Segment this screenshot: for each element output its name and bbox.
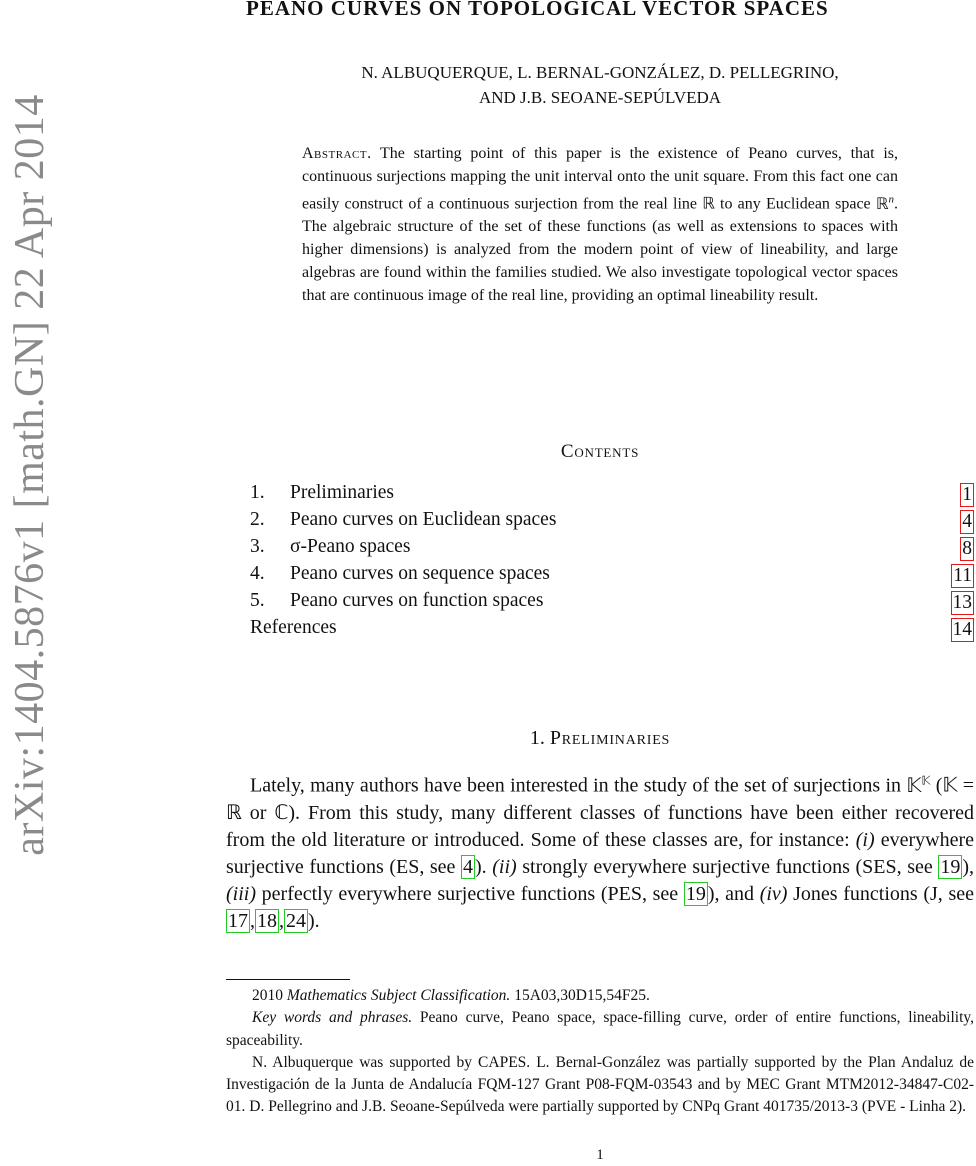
toc-entry-title[interactable]: σ-Peano spaces <box>290 536 411 557</box>
toc-entry[interactable] <box>250 536 974 563</box>
toc-entry[interactable] <box>250 509 974 536</box>
toc-entry[interactable] <box>250 482 974 509</box>
toc-page-link[interactable]: 8 <box>962 538 972 559</box>
toc-entry[interactable] <box>250 617 974 644</box>
citation-link[interactable]: 17 <box>228 909 248 932</box>
symbol-euclidean-space: ℝ$^n$ <box>875 193 895 213</box>
toc-entry[interactable] <box>250 563 974 590</box>
toc-entry-number: 5. <box>250 590 265 611</box>
author-line-1: N. ALBUQUERQUE, L. BERNAL-GONZÁLEZ, D. PELLEGRINO, <box>361 63 839 82</box>
toc-entry-number: 4. <box>250 563 265 584</box>
toc-entry-number: 1. <box>250 482 265 503</box>
table-of-contents <box>250 482 974 644</box>
toc-entry[interactable] <box>250 590 974 617</box>
section-number: 1. <box>529 727 545 749</box>
abstract-label: Abstract. <box>302 145 372 162</box>
toc-page-link[interactable]: 1 <box>962 484 972 505</box>
citation-link[interactable]: 19 <box>685 882 706 905</box>
section-heading <box>250 727 950 750</box>
footnote-keywords: Key words and phrases. Peano curve, Peano space, space-filling curve, order of entire functions, lineability, spaceability. <box>226 1009 974 1049</box>
symbol-function-space: 𝕂$^𝕂$ <box>906 773 931 797</box>
citation-link[interactable]: 18 <box>257 909 277 932</box>
toc-entry-title[interactable]: Peano curves on Euclidean spaces <box>290 509 557 530</box>
abstract-text-1: The starting point of this paper is the existence of Peano curves, that is, continuous surjections mapping the unit interval onto the unit square. From this fact one can easily construct of a continuous surjection from the real line <box>302 145 898 213</box>
citation-link[interactable]: 24 <box>286 909 306 932</box>
toc-entry-title[interactable]: Peano curves on sequence spaces <box>290 563 550 584</box>
section-body: Lately, many authors have been interested in the study of the set of surjections in 𝕂$^𝕂$ (𝕂 = ℝ or ℂ). From this study, many different classes of functions have been either recovered from the old literature or introduced. Some of these classes are, for instance: (i) everywhere surjective functions (ES, see 4 ). (ii) strongly everywhere surjective functions (SES, see 19 ), (iii) perfectly everywhere surjective functions (PES, see 19 ), and (iv) Jones functions (J, see 17 , 18 , 24 ). <box>226 773 974 932</box>
toc-entry-number: 3. <box>250 536 265 557</box>
toc-entry-title[interactable]: Peano curves on function spaces <box>290 590 544 611</box>
toc-entry-number: 2. <box>250 509 265 530</box>
toc-page-link[interactable]: 11 <box>953 565 972 586</box>
citation-link[interactable]: 4 <box>463 855 473 878</box>
footnote-rule <box>226 979 350 980</box>
abstract-text-2: to any Euclidean space <box>714 195 876 213</box>
toc-page-link[interactable]: 4 <box>962 511 972 532</box>
citation-link[interactable]: 19 <box>940 855 961 878</box>
footnote-msc: 2010 Mathematics Subject Classification. 15A03,30D15,54F25. <box>252 987 650 1004</box>
toc-entry-title[interactable]: References <box>250 617 337 638</box>
arxiv-identifier: arXiv:1404.5876v1 [math.GN] 22 Apr 2014 <box>7 94 53 856</box>
section-title: Preliminaries <box>549 727 671 749</box>
toc-entry-title[interactable]: Preliminaries <box>290 482 394 503</box>
toc-page-link[interactable]: 13 <box>952 592 972 613</box>
paper-title: PEANO CURVES ON TOPOLOGICAL VECTOR SPACES <box>246 0 829 20</box>
author-list <box>250 60 950 110</box>
symbol-real-line: ℝ <box>702 195 715 213</box>
footnotes <box>226 985 974 1119</box>
arxiv-stamp <box>0 0 60 900</box>
footnote-funding: N. Albuquerque was supported by CAPES. L. Bernal-González was partially supported by the Plan Andaluz de Investigación de la Junta de Andalucía FQM-127 Grant P08-FQM-03543 and by MEC Grant MTM2012-34847-C02-01. D. Pellegrino and J.B. Seoane-Sepúlveda were partially supported by CNPq Grant 401735/2013-3 (PVE - Linha 2). <box>226 1053 974 1116</box>
page-number: 1 <box>596 1147 604 1163</box>
abstract <box>302 143 898 307</box>
contents-heading: Contents <box>560 441 640 462</box>
toc-page-link[interactable]: 14 <box>952 619 972 640</box>
author-line-2: AND J.B. SEOANE-SEPÚLVEDA <box>478 88 722 107</box>
abstract-text-3: . The algebraic structure of the set of these functions (as well as extensions to spaces with higher dimensions) is analyzed from the modern point of view of lineability, and large algebras are found within the families studied. We also investigate topological vector spaces that are continuous image of the real line, providing an optimal lineability result. <box>302 195 899 304</box>
